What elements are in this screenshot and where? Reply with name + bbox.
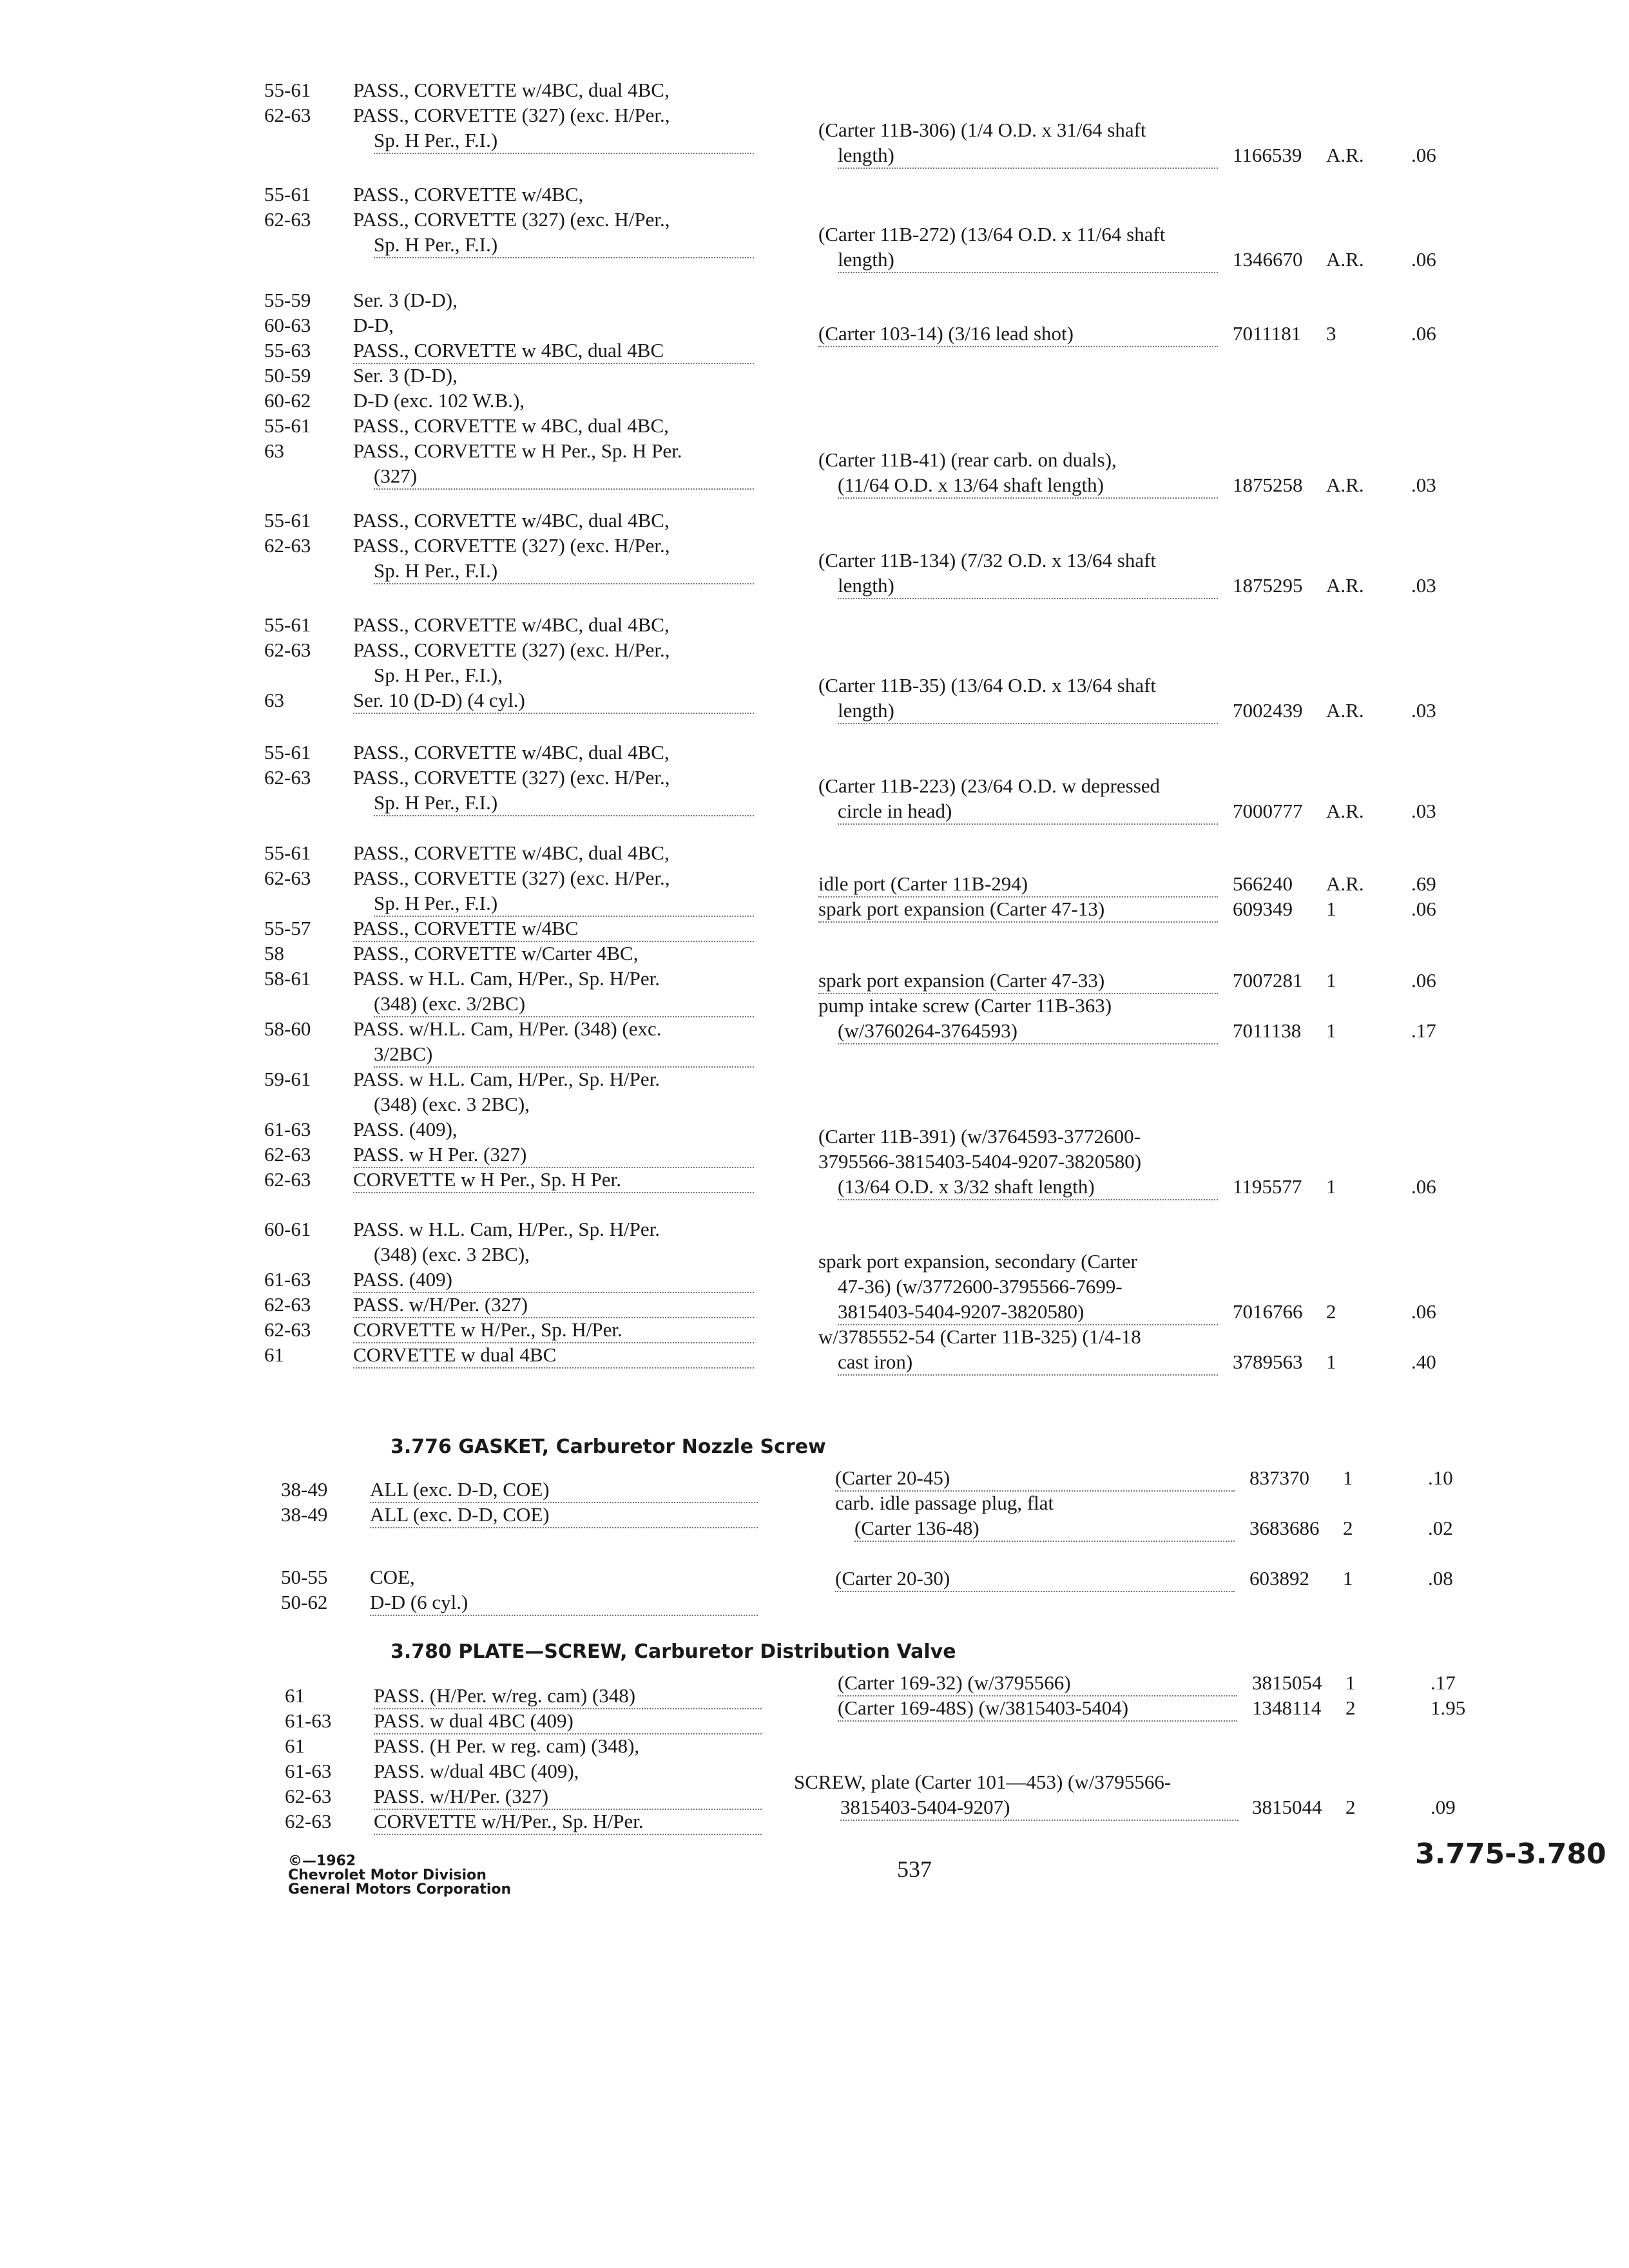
model-description: PASS. (H/Per. w/reg. cam) (348) [374, 1683, 762, 1709]
quantity: 1 [1343, 1466, 1353, 1489]
application-group [264, 740, 754, 814]
price: .03 [1411, 474, 1436, 496]
model-years: 38-49 [281, 1478, 328, 1501]
model-years: 38-49 [281, 1503, 328, 1526]
part-number: 7011138 [1233, 1019, 1302, 1042]
part-description: length) [838, 573, 1218, 599]
part-number: 3789563 [1233, 1350, 1303, 1373]
part-description: (Carter 11B-306) (1/4 O.D. x 31/64 shaft [818, 119, 1146, 141]
part-description: length) [838, 698, 1218, 724]
model-description: PASS., CORVETTE w/4BC, dual 4BC, [353, 79, 670, 101]
model-description: Sp. H Per., F.I.) [374, 790, 754, 816]
price: .03 [1411, 800, 1436, 822]
part-description: (Carter 20-30) [835, 1566, 1235, 1592]
page-number: 537 [897, 1856, 932, 1882]
model-years: 63 [264, 439, 284, 462]
model-years: 55-61 [264, 741, 311, 764]
model-description: D-D (exc. 102 W.B.), [353, 389, 525, 412]
part-group [818, 117, 1469, 166]
price: .06 [1411, 248, 1436, 271]
part-description: spark port expansion (Carter 47-13) [818, 896, 1218, 923]
model-description: PASS., CORVETTE (327) (exc. H/Per., [353, 766, 670, 789]
model-years: 61-63 [264, 1118, 311, 1140]
model-description: PASS. (409) [353, 1267, 754, 1293]
model-years: 58 [264, 942, 284, 965]
model-description: PASS., CORVETTE w 4BC, dual 4BC [353, 338, 754, 364]
model-years: 62-63 [264, 208, 311, 231]
part-description: (Carter 11B-35) (13/64 O.D. x 13/64 shaft [818, 674, 1157, 697]
quantity: 1 [1326, 1019, 1336, 1042]
part-description: carb. idle passage plug, flat [835, 1492, 1054, 1514]
model-years: 61-63 [264, 1268, 311, 1291]
price: .10 [1428, 1466, 1453, 1489]
part-number: 609349 [1233, 898, 1293, 920]
part-number: 1875258 [1233, 474, 1303, 496]
application-group [264, 612, 754, 711]
model-years: 59-61 [264, 1068, 311, 1090]
model-description: PASS. (409), [353, 1118, 458, 1140]
model-years: 61 [285, 1684, 305, 1707]
price: .69 [1411, 872, 1436, 895]
model-years: 55-63 [264, 339, 311, 361]
quantity: 1 [1326, 1350, 1336, 1373]
model-years: 50-62 [281, 1591, 328, 1613]
part-group [818, 1124, 1469, 1198]
model-description: PASS. (H Per. w reg. cam) (348), [374, 1735, 640, 1757]
part-description: spark port expansion (Carter 47-33) [818, 968, 1218, 994]
model-description: PASS., CORVETTE w/4BC [353, 916, 754, 942]
application-group [281, 1564, 758, 1613]
quantity: 3 [1326, 322, 1336, 345]
section-heading-3776 [390, 1434, 826, 1459]
model-description: Sp. H Per., F.I.) [374, 890, 754, 917]
part-description: SCREW, plate (Carter 101—453) (w/3795566- [794, 1771, 1171, 1793]
part-group [818, 968, 1469, 1042]
model-years: 55-61 [264, 509, 311, 532]
part-number: 7007281 [1233, 969, 1303, 992]
model-description: COE, [370, 1566, 415, 1588]
model-years: 55-61 [264, 414, 311, 437]
price: .08 [1428, 1567, 1453, 1590]
part-group [794, 1769, 1470, 1818]
part-number: 837370 [1249, 1466, 1309, 1489]
model-years: 62-63 [264, 104, 311, 126]
model-years: 62-63 [264, 1318, 311, 1341]
model-description: PASS. w H.L. Cam, H/Per., Sp. H/Per. [353, 967, 660, 990]
part-description: cast iron) [838, 1349, 1218, 1376]
model-years: 62-63 [264, 1168, 311, 1191]
model-description: (348) (exc. 3/2BC) [374, 991, 754, 1017]
application-group [264, 1216, 754, 1366]
part-number: 7011181 [1233, 322, 1302, 345]
application-group [285, 1683, 762, 1832]
price: 1.95 [1431, 1696, 1466, 1719]
model-years: 62-63 [264, 1293, 311, 1316]
model-description: PASS. w dual 4BC (409) [374, 1708, 762, 1735]
part-group [818, 321, 1469, 345]
model-description: Ser. 3 (D-D), [353, 364, 458, 387]
model-years: 61 [264, 1343, 284, 1366]
part-description: (Carter 103-14) (3/16 lead shot) [818, 321, 1218, 347]
quantity: 1 [1326, 1175, 1336, 1198]
price: .06 [1411, 898, 1436, 920]
part-description: 47-36) (w/3772600-3795566-7699- [838, 1275, 1123, 1298]
price: .06 [1411, 322, 1436, 345]
quantity: 1 [1326, 969, 1336, 992]
model-years: 58-61 [264, 967, 311, 990]
part-description: length) [838, 142, 1218, 169]
part-number: 1875295 [1233, 574, 1303, 597]
model-years: 62-63 [285, 1785, 332, 1807]
part-group [818, 773, 1469, 822]
model-description: PASS., CORVETTE w/4BC, dual 4BC, [353, 509, 670, 532]
model-description: (327) [374, 463, 754, 490]
model-description: PASS. w H Per. (327) [353, 1142, 754, 1168]
model-years: 50-55 [281, 1566, 328, 1588]
quantity: A.R. [1326, 574, 1364, 597]
model-description: (348) (exc. 3 2BC), [374, 1093, 530, 1115]
application-group [264, 508, 754, 582]
model-description: PASS., CORVETTE w/4BC, [353, 183, 584, 206]
section-number: 3.776 [390, 1436, 452, 1458]
part-number: 7002439 [1233, 699, 1303, 722]
application-group [264, 182, 754, 256]
part-description: (11/64 O.D. x 13/64 shaft length) [838, 472, 1218, 499]
price: .03 [1411, 574, 1436, 597]
division-name: Chevrolet Motor Division [288, 1867, 487, 1883]
model-years: 50-59 [264, 364, 311, 387]
section-heading-3780 [390, 1639, 956, 1664]
part-group [818, 222, 1469, 271]
part-number: 603892 [1249, 1567, 1309, 1590]
part-number: 1166539 [1233, 144, 1302, 166]
quantity: 1 [1343, 1567, 1353, 1590]
section-range: 3.775-3.780 [1415, 1838, 1606, 1870]
quantity: 1 [1345, 1671, 1356, 1694]
part-description: (Carter 11B-272) (13/64 O.D. x 11/64 shaft [818, 223, 1166, 245]
price: .17 [1431, 1671, 1456, 1694]
part-number: 7016766 [1233, 1300, 1303, 1323]
model-description: Sp. H Per., F.I.) [374, 232, 754, 258]
model-description: Sp. H Per., F.I.) [374, 558, 754, 584]
part-description: (Carter 20-45) [835, 1465, 1235, 1492]
quantity: A.R. [1326, 800, 1364, 822]
part-description: (Carter 11B-223) (23/64 O.D. w depressed [818, 774, 1161, 797]
model-description: D-D, [353, 314, 394, 336]
model-description: Ser. 3 (D-D), [353, 289, 458, 311]
model-description: CORVETTE w dual 4BC [353, 1342, 754, 1369]
model-description: Sp. H Per., F.I.) [374, 128, 754, 154]
part-number: 3683686 [1249, 1517, 1320, 1539]
part-description: w/3785552-54 (Carter 11B-325) (1/4-18 [818, 1325, 1141, 1348]
model-description: PASS. w/H/Per. (327) [353, 1292, 754, 1318]
model-years: 62-63 [264, 534, 311, 557]
part-description: length) [838, 247, 1218, 273]
application-group [264, 840, 754, 1191]
model-description: (348) (exc. 3 2BC), [374, 1243, 530, 1265]
model-years: 62-63 [285, 1810, 332, 1832]
price: .02 [1428, 1517, 1453, 1539]
model-description: CORVETTE w/H/Per., Sp. H/Per. [374, 1809, 762, 1835]
model-years: 61 [285, 1735, 305, 1757]
model-description: PASS., CORVETTE (327) (exc. H/Per., [353, 534, 670, 557]
part-description: 3815403-5404-9207-3820580) [838, 1299, 1218, 1325]
model-description: PASS., CORVETTE w/Carter 4BC, [353, 942, 639, 965]
part-description: (w/3760264-3764593) [838, 1018, 1218, 1044]
part-number: 7000777 [1233, 800, 1303, 822]
model-description: PASS., CORVETTE (327) (exc. H/Per., [353, 104, 670, 126]
part-group [818, 673, 1469, 722]
part-group [818, 447, 1469, 496]
quantity: A.R. [1326, 144, 1364, 166]
application-group [281, 1477, 758, 1526]
model-description: PASS. w H.L. Cam, H/Per., Sp. H/Per. [353, 1218, 660, 1240]
model-years: 62-63 [264, 1143, 311, 1166]
price: .17 [1411, 1019, 1436, 1042]
price: .06 [1411, 144, 1436, 166]
model-description: PASS., CORVETTE w/4BC, dual 4BC, [353, 841, 670, 864]
part-number: 1346670 [1233, 248, 1303, 271]
model-years: 60-61 [264, 1218, 311, 1240]
part-group [818, 871, 1469, 920]
part-description: idle port (Carter 11B-294) [818, 871, 1218, 898]
quantity: 2 [1345, 1696, 1356, 1719]
model-years: 62-63 [264, 639, 311, 661]
model-description: CORVETTE w H/Per., Sp. H/Per. [353, 1317, 754, 1343]
part-group [818, 1249, 1469, 1373]
copyright: ©—1962 [288, 1853, 356, 1869]
model-years: 55-61 [264, 613, 311, 636]
quantity: A.R. [1326, 872, 1364, 895]
part-number: 566240 [1233, 872, 1293, 895]
model-years: 60-62 [264, 389, 311, 412]
quantity: A.R. [1326, 248, 1364, 271]
model-description: PASS., CORVETTE (327) (exc. H/Per., [353, 867, 670, 889]
section-title: GASKET, Carburetor Nozzle Screw [458, 1436, 826, 1458]
part-description: (13/64 O.D. x 3/32 shaft length) [838, 1174, 1218, 1200]
quantity: 2 [1343, 1517, 1353, 1539]
model-years: 61-63 [285, 1709, 332, 1732]
footer-copyright-block [288, 1854, 511, 1897]
model-years: 58-60 [264, 1017, 311, 1040]
price: .06 [1411, 1175, 1436, 1198]
model-description: PASS. w/H.L. Cam, H/Per. (348) (exc. [353, 1017, 662, 1040]
part-description: (Carter 169-48S) (w/3815403-5404) [838, 1695, 1237, 1722]
quantity: 1 [1326, 898, 1336, 920]
model-years: 55-61 [264, 183, 311, 206]
part-description: (Carter 11B-41) (rear carb. on duals), [818, 448, 1117, 471]
part-description: circle in head) [838, 798, 1218, 825]
model-description: PASS. w/dual 4BC (409), [374, 1760, 579, 1782]
quantity: 2 [1345, 1796, 1356, 1818]
model-description: PASS., CORVETTE w 4BC, dual 4BC, [353, 414, 669, 437]
part-group [818, 548, 1469, 597]
part-number: 3815054 [1252, 1671, 1322, 1694]
model-description: ALL (exc. D-D, COE) [370, 1477, 758, 1503]
model-description: PASS., CORVETTE w H Per., Sp. H Per. [353, 439, 682, 462]
price: .40 [1411, 1350, 1436, 1373]
model-description: PASS. w H.L. Cam, H/Per., Sp. H/Per. [353, 1068, 660, 1090]
quantity: 2 [1326, 1300, 1336, 1323]
price: .06 [1411, 1300, 1436, 1323]
model-description: PASS. w/H/Per. (327) [374, 1783, 762, 1810]
model-years: 60-63 [264, 314, 311, 336]
part-group [835, 1566, 1467, 1590]
price: .09 [1431, 1796, 1456, 1818]
part-description: pump intake screw (Carter 11B-363) [818, 994, 1112, 1017]
model-description: Sp. H Per., F.I.), [374, 664, 503, 686]
model-years: 55-61 [264, 79, 311, 101]
part-number: 1348114 [1252, 1696, 1322, 1719]
model-description: D-D (6 cyl.) [370, 1590, 758, 1616]
model-description: PASS., CORVETTE (327) (exc. H/Per., [353, 639, 670, 661]
model-years: 55-57 [264, 917, 311, 939]
part-number: 3815044 [1252, 1796, 1322, 1818]
price: .03 [1411, 699, 1436, 722]
section-number: 3.780 [390, 1640, 452, 1663]
model-description: ALL (exc. D-D, COE) [370, 1502, 758, 1528]
model-description: PASS., CORVETTE w/4BC, dual 4BC, [353, 613, 670, 636]
model-years: 61-63 [285, 1760, 332, 1782]
part-description: spark port expansion, secondary (Carter [818, 1250, 1137, 1273]
corporation-name: General Motors Corporation [288, 1881, 512, 1898]
quantity: A.R. [1326, 699, 1364, 722]
part-group [838, 1670, 1469, 1719]
model-years: 55-59 [264, 289, 311, 311]
part-description: (Carter 11B-134) (7/32 O.D. x 13/64 shaft [818, 549, 1157, 572]
model-description: 3/2BC) [374, 1041, 754, 1068]
application-group [264, 287, 754, 487]
section-title: PLATE—SCREW, Carburetor Distribution Valve [458, 1640, 956, 1663]
model-description: PASS., CORVETTE w/4BC, dual 4BC, [353, 741, 670, 764]
model-years: 62-63 [264, 766, 311, 789]
model-description: PASS., CORVETTE (327) (exc. H/Per., [353, 208, 670, 231]
quantity: A.R. [1326, 474, 1364, 496]
part-description: 3815403-5404-9207) [840, 1794, 1239, 1821]
model-years: 55-61 [264, 841, 311, 864]
application-group [264, 77, 754, 151]
price: .06 [1411, 969, 1436, 992]
part-number: 1195577 [1233, 1175, 1302, 1198]
part-description: (Carter 11B-391) (w/3764593-3772600- [818, 1125, 1141, 1148]
part-description: (Carter 136-48) [854, 1515, 1235, 1542]
model-years: 62-63 [264, 867, 311, 889]
part-description: 3795566-3815403-5404-9207-3820580) [818, 1150, 1142, 1173]
model-years: 63 [264, 689, 284, 711]
part-description: (Carter 169-32) (w/3795566) [838, 1670, 1237, 1696]
model-description: CORVETTE w H Per., Sp. H Per. [353, 1167, 754, 1193]
part-group [835, 1465, 1467, 1539]
model-description: Ser. 10 (D-D) (4 cyl.) [353, 687, 754, 714]
